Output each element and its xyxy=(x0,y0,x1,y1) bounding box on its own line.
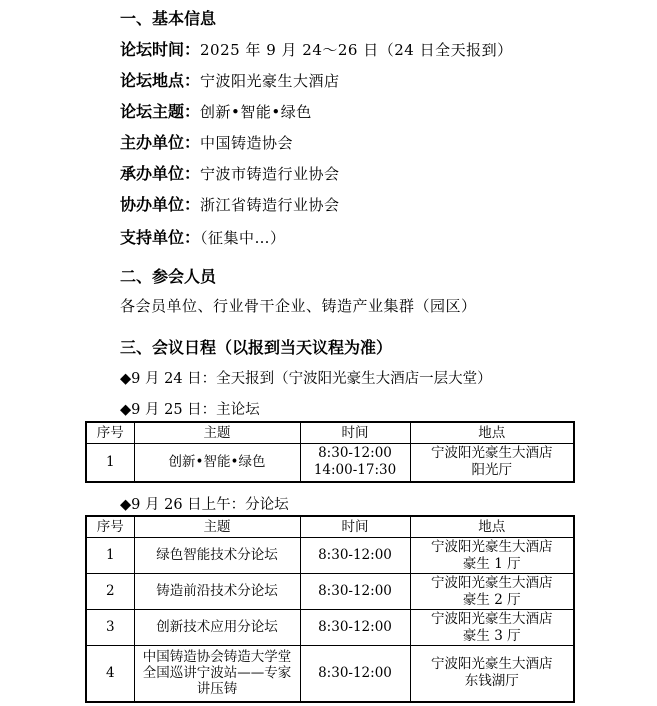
header-no: 序号 xyxy=(86,422,134,444)
row-place-hotel: 宁波阳光豪生大酒店 xyxy=(431,445,553,462)
section-attendees-title: 二、参会人员 xyxy=(120,267,217,286)
row-no: 1 xyxy=(86,444,134,482)
row-topic: 中国铸造协会铸造大学堂全国巡讲宁波站——专家讲压铸 xyxy=(134,646,300,702)
field-value: 创新•智能•绿色 xyxy=(200,103,312,121)
row-place xyxy=(410,610,574,646)
row-place xyxy=(410,646,574,702)
row-topic: 创新技术应用分论坛 xyxy=(134,610,300,646)
row-no: 4 xyxy=(86,646,134,702)
header-time: 时间 xyxy=(300,422,410,444)
field-forum-venue xyxy=(120,68,340,91)
row-place-hall: 阳光厅 xyxy=(471,462,512,479)
main-forum-table xyxy=(85,421,575,483)
field-forum-time xyxy=(120,37,513,60)
table-header-row xyxy=(86,422,574,444)
row-time: 8:30-12:00 xyxy=(300,538,410,574)
row-topic: 创新•智能•绿色 xyxy=(134,444,300,482)
row-place-hotel: 宁波阳光豪生大酒店 xyxy=(431,610,553,627)
table-row xyxy=(86,610,574,646)
header-time: 时间 xyxy=(300,516,410,538)
schedule-day3: ◆9 月 26 日上午：分论坛 xyxy=(120,497,289,513)
row-place-hall: 豪生 3 厅 xyxy=(462,627,521,644)
field-value: 中国铸造协会 xyxy=(200,134,294,152)
row-time: 8:30-12:00 xyxy=(300,646,410,702)
table-header-row xyxy=(86,516,574,538)
schedule-day2: ◆9 月 25 日：主论坛 xyxy=(120,402,260,418)
field-host xyxy=(120,161,340,184)
field-value: 2025 年 9 月 24～26 日（24 日全天报到） xyxy=(200,41,513,59)
row-time-morning: 8:30-12:00 xyxy=(318,445,392,462)
row-place xyxy=(410,574,574,610)
row-no: 2 xyxy=(86,574,134,610)
field-forum-theme xyxy=(120,99,312,122)
row-time: 8:30-12:00 xyxy=(300,610,410,646)
table-row xyxy=(86,538,574,574)
field-label: 协办单位： xyxy=(120,195,201,214)
schedule-day1: ◆9 月 24 日：全天报到（宁波阳光豪生大酒店一层大堂） xyxy=(120,371,492,387)
field-value: 浙江省铸造行业协会 xyxy=(200,196,340,214)
section-schedule-title: 三、会议日程（以报到当天议程为准） xyxy=(120,338,393,357)
row-time: 8:30-12:00 xyxy=(300,574,410,610)
field-organizer xyxy=(120,130,293,153)
row-place xyxy=(410,538,574,574)
header-topic: 主题 xyxy=(134,422,300,444)
header-place: 地点 xyxy=(410,422,574,444)
row-topic: 铸造前沿技术分论坛 xyxy=(134,574,300,610)
field-value: 宁波市铸造行业协会 xyxy=(200,165,340,183)
field-label: 支持单位： xyxy=(120,228,201,247)
field-label: 主办单位： xyxy=(120,133,201,152)
row-place-hotel: 宁波阳光豪生大酒店 xyxy=(431,538,553,555)
row-place-hotel: 宁波阳光豪生大酒店 xyxy=(431,574,553,591)
row-no: 3 xyxy=(86,610,134,646)
field-supporter xyxy=(120,225,286,248)
table-row xyxy=(86,574,574,610)
field-label: 论坛地点： xyxy=(120,71,201,90)
header-no: 序号 xyxy=(86,516,134,538)
field-label: 论坛主题： xyxy=(120,102,201,121)
attendees-text: 各会员单位、行业骨干企业、铸造产业集群（园区） xyxy=(120,297,477,315)
field-value: （征集中…） xyxy=(200,229,286,247)
row-place xyxy=(410,444,574,482)
row-no: 1 xyxy=(86,538,134,574)
header-place: 地点 xyxy=(410,516,574,538)
section-basic-title: 一、基本信息 xyxy=(120,9,217,28)
row-place-hall: 豪生 2 厅 xyxy=(462,591,521,608)
field-label: 论坛时间： xyxy=(120,40,201,59)
field-value: 宁波阳光豪生大酒店 xyxy=(200,72,340,90)
row-place-hall: 豪生 1 厅 xyxy=(462,555,521,572)
row-place-hotel: 宁波阳光豪生大酒店 xyxy=(431,656,553,673)
sub-forum-table xyxy=(85,515,575,703)
row-time xyxy=(300,444,410,482)
header-topic: 主题 xyxy=(134,516,300,538)
table-row xyxy=(86,444,574,482)
row-time-afternoon: 14:00-17:30 xyxy=(313,462,397,479)
field-co-organizer xyxy=(120,192,340,215)
field-label: 承办单位： xyxy=(120,164,201,183)
row-topic: 绿色智能技术分论坛 xyxy=(134,538,300,574)
row-place-hall: 东钱湖厅 xyxy=(464,673,519,690)
table-row xyxy=(86,646,574,702)
